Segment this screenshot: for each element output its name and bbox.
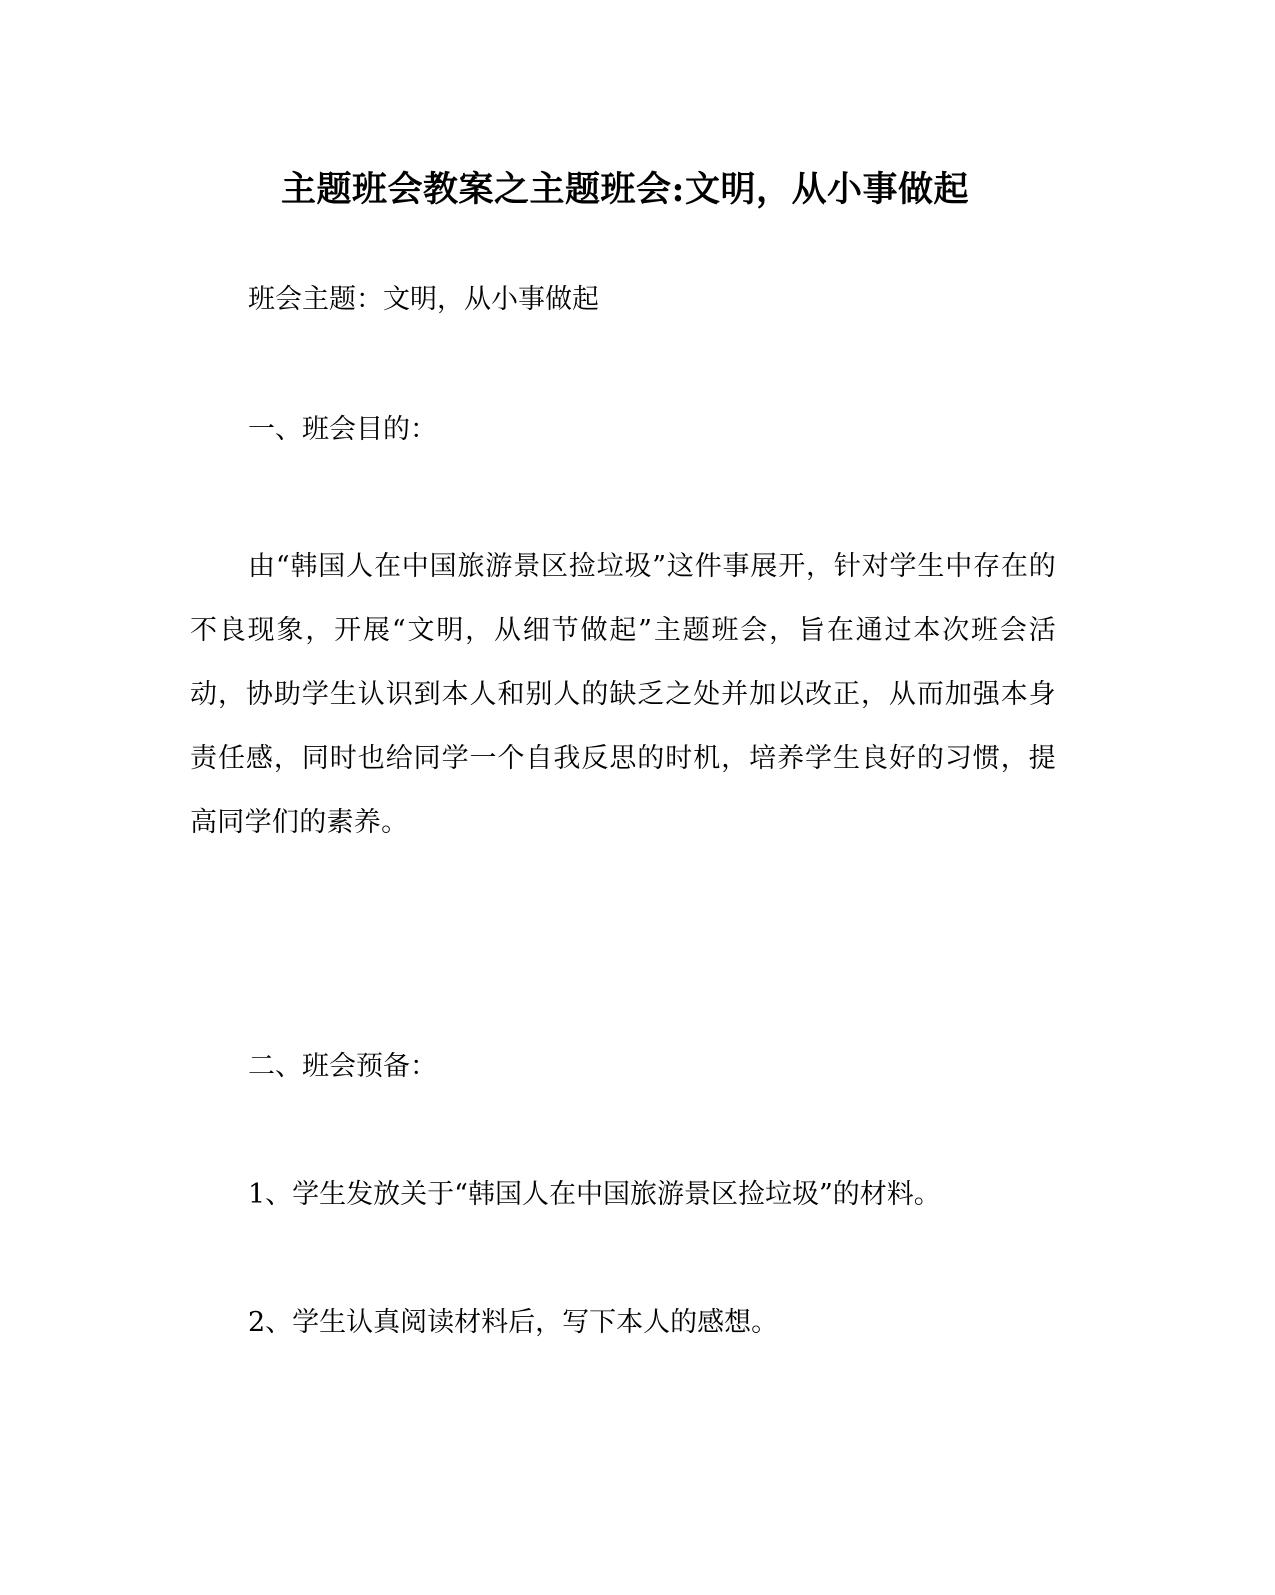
preparation-item-1: 1、学生发放关于“韩国人在中国旅游景区捡垃圾”的材料。 [248,1179,941,1210]
theme-line: 班会主题：文明，从小事做起 [248,284,599,315]
document-title: 主题班会教案之主题班会:文明，从小事做起 [281,169,969,210]
preparation-item-2: 2、学生认真阅读材料后，写下本人的感想。 [248,1307,779,1338]
section-heading-purpose: 一、班会目的： [248,414,437,445]
purpose-paragraph: 由“韩国人在中国旅游景区捡垃圾”这件事展开，针对学生中存在的不良现象，开展“文明，从细节做起”主题班会，旨在通过本次班会活动，协助学生认识到本人和别人的缺乏之处并加以改正，从而加强本身责任感，同时也给同学一个自我反思的时机，培养学生良好的习惯，提高同学们的素养。 [190,551,1056,838]
section-heading-preparation: 二、班会预备： [248,1051,437,1082]
